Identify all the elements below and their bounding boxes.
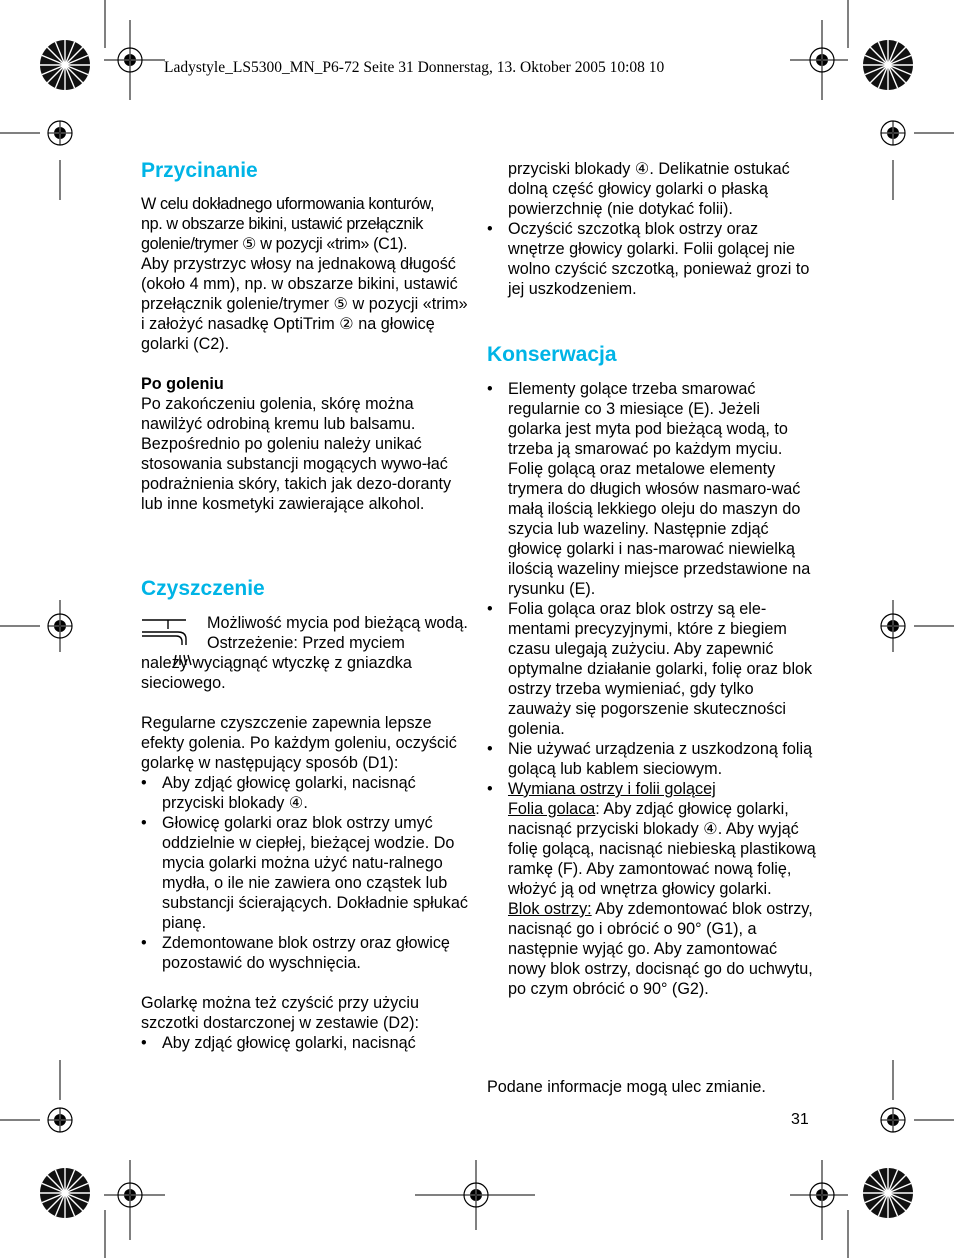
brush-continued <box>487 159 817 299</box>
print-header: Ladystyle_LS5300_MN_P6-72 Seite 31 Donnerstag, 13. Oktober 2005 10:08 10 <box>164 59 665 76</box>
brush-list <box>141 1033 471 1053</box>
trimming-section <box>141 194 471 514</box>
heading-konserwacja: Konserwacja <box>487 343 617 366</box>
brush-text: Golarkę można też czyścić przy użyciu szczotki dostarczonej w zestawie (D2): <box>141 994 419 1032</box>
foil-text: : Aby zdjąć głowicę golarki, nacisnąć przyciski blokady ④. Aby wyjąć folię golącą, nacisnąć niebieską plastikową ramkę (F). Aby zamontować nową folię, włożyć ją od wnętrza głowicy golarki. <box>508 800 816 898</box>
list-item: • Oczyścić szczotką blok ostrzy oraz wnętrze głowicy golarki. Folii golącej nie wolno czyścić szczotką, ponieważ grozi to jej uszkodzeniem. <box>487 219 817 299</box>
replacement-title: Wymiana ostrzy i folii golącej <box>508 780 716 798</box>
maintenance-section <box>487 379 817 999</box>
brush-item-cont: przyciski blokady ④. Delikatnie ostukać dolną część głowicy golarki o płaską powierzchnię (nie dotykać folii). <box>508 160 790 218</box>
trimming-line-1: W celu dokładnego uformowania konturów, <box>141 195 435 213</box>
heading-przycinanie: Przycinanie <box>141 159 258 182</box>
block-label: Blok ostrzy: <box>508 900 592 918</box>
list-item <box>487 779 817 999</box>
cleaning-section <box>141 613 471 1053</box>
list-item: • Folia goląca oraz blok ostrzy są ele-mentami precyzyjnymi, które z biegiem czasu ulegają zużyciu. Aby zapewnić optymalne działanie golarki, folię oraz blok ostrzy trzeba wymieniać, gdy tylko zauważy się pogorszenie skuteczności golenia. <box>487 599 817 739</box>
list-item: • Głowicę golarki oraz blok ostrzy umyć oddzielnie w ciepłej, bieżącej wodzie. Do mycia golarki można użyć natu-ralnego mydła, o ile nie zawiera ono cząstek lub substancji ścierających. Dokładnie spłukać pianę. <box>141 813 471 933</box>
warning-text-cont: należy wyciągnąć wtyczkę z gniazdka sieciowego. <box>141 654 412 692</box>
maintenance-list <box>487 379 817 999</box>
after-shave-text: Po zakończeniu golenia, skórę można nawilżyć odrobiną kremu lub balsamu. Bezpośrednio po goleniu należy unikać stosowania substancji mogących wywo-łać podrażnienia skóry, takich jak dezo-doranty lub inne kosmetyki zawierające alkohol. <box>141 395 452 513</box>
list-item: • Zdemontowane blok ostrzy oraz głowicę pozostawić do wyschnięcia. <box>141 933 471 973</box>
list-item: • Nie używać urządzenia z uszkodzoną folią golącą lub kablem sieciowym. <box>487 739 817 779</box>
heading-czyszczenie: Czyszczenie <box>141 577 265 600</box>
foil-label: Folia golaca <box>508 800 596 818</box>
page-number: 31 <box>791 1111 809 1128</box>
warning-text: Ostrzeżenie: Przed myciem <box>207 634 405 652</box>
trimming-text: Aby przystrzyc włosy na jednakową długość (około 4 mm), np. w obszarze bikini, ustawić przełącznik golenie/trymer ⑤ w pozycji «trim» i założyć nasadkę OptiTrim ② na głowicę golarki (C2). <box>141 255 468 353</box>
change-note: Podane informacje mogą ulec zmianie. <box>487 1078 766 1096</box>
trimming-line-3: golenie/trymer ⑤ w pozycji «trim» (C1). <box>141 235 408 253</box>
regular-cleaning-text: Regularne czyszczenie zapewnia lepsze efekty golenia. Po każdym goleniu, oczyścić golarkę w następujący sposób (D1): <box>141 714 457 772</box>
cleaning-list <box>141 773 471 973</box>
after-shave-title: Po goleniu <box>141 375 224 393</box>
brush-list-2 <box>487 219 817 299</box>
list-item: • Aby zdjąć głowicę golarki, nacisnąć <box>141 1033 471 1053</box>
trimming-line-2: np. w obszarze bikini, ustawić przełącznik <box>141 215 423 233</box>
list-item: • Aby zdjąć głowicę golarki, nacisnąć przyciski blokady ④. <box>141 773 471 813</box>
water-wash-text: Możliwość mycia pod bieżącą wodą. <box>207 614 468 632</box>
list-item: • Elementy golące trzeba smarować regularnie co 3 miesiące (E). Jeżeli golarka jest myta pod bieżącą wodą, to trzeba ją smarować po każdym myciu. Folię golącą oraz metalowe elementy trymera do długich włosów nasmaro-wać małą ilością lekkiego oleju do maszyn do szycia lub wazeliny. Następnie zdjąć głowicę golarki i nas-marować niewielką ilością wazeliny miejsce przedstawione na rysunku (E). <box>487 379 817 599</box>
block-text: Aby zdemontować blok ostrzy, nacisnąć go i obrócić o 90° (G1), a następnie wyjąć go. Aby zamontować nowy blok ostrzy, docisnąć go do uchwytu, po czym obrócić o 90° (G2). <box>508 900 813 998</box>
